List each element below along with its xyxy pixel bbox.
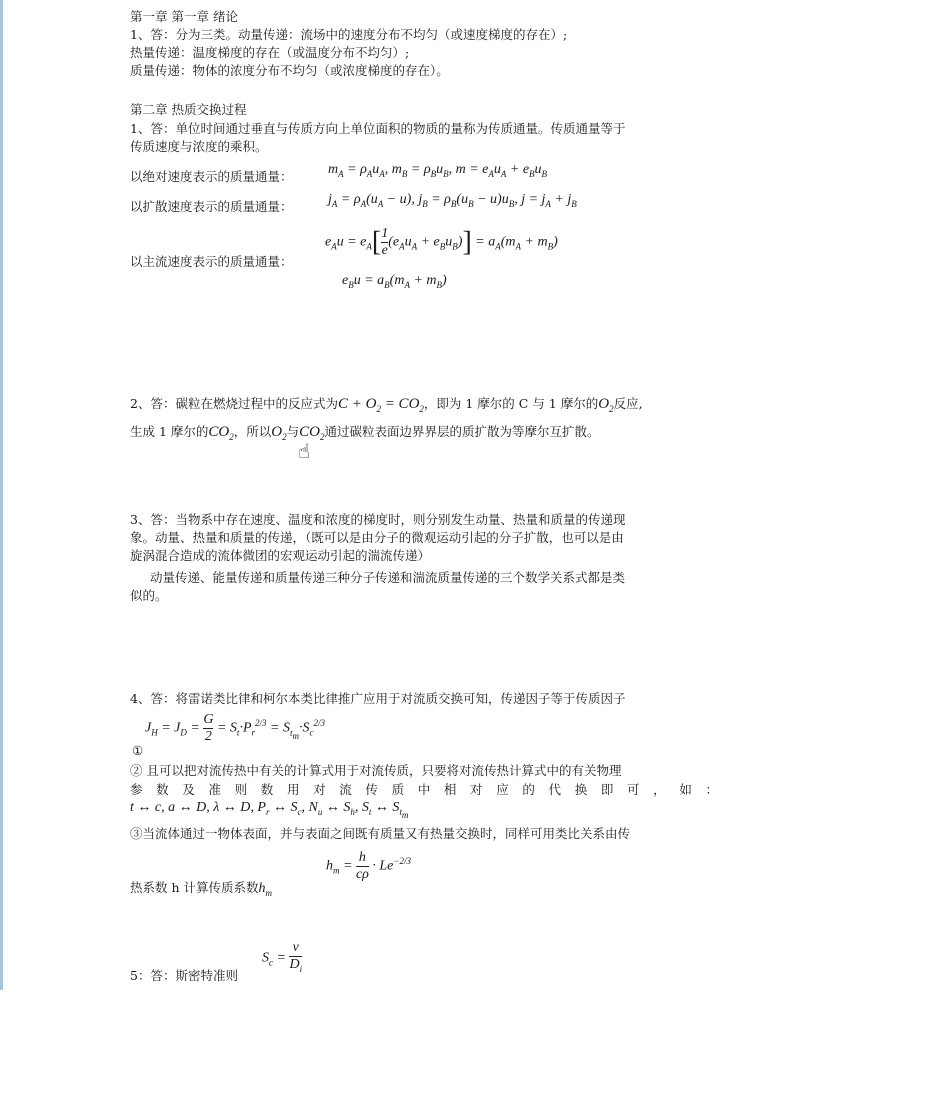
q4-circle-1: ①	[132, 743, 144, 758]
o2-symbol: $O_2$	[271, 424, 287, 442]
chapter2-title: 第二章 热质交换过程	[130, 102, 247, 117]
q3-text: 象。动量、热量和质量的传递，（既可以是由分子的微观运动引起的分子扩散，也可以是由	[130, 530, 624, 545]
q2-line1: 2、答：碳粒在燃烧过程中的反应式为$C + O_2 = CO_2$，即为 1 摩尔的 C 与 1 摩尔的$O_2$反应,	[130, 396, 643, 414]
co2-symbol: $CO_2$	[208, 424, 234, 442]
o2-symbol: $O_2$	[598, 396, 614, 414]
reaction-formula: $C + O_2 = CO_2$	[337, 396, 424, 414]
q1-text: 传质速度与浓度的乘积。	[130, 139, 268, 154]
q4-substitution-formula: t ↔ c, a ↔ D, λ ↔ D, $P_r$ ↔ $S_c$, $N_u$ ↔ $S_h$, $S_t$ ↔ $S_{t_m}$	[130, 800, 409, 820]
co2-symbol: $CO_2$	[299, 424, 325, 442]
abs-flux-label: 以绝对速度表示的质量通量：	[130, 169, 293, 184]
q5-formula: $S_c$ = $\frac{\nu}{D_i}$	[262, 940, 303, 974]
main-flux-formula-2: $e_Bu = a_B(m_A + m_B)$	[342, 273, 447, 290]
q4-text: ③当流体通过一物体表面，并与表面之间既有质量又有热量交换时，同样可用类比关系由传	[130, 826, 631, 841]
chapter1-line: 热量传递：温度梯度的存在（或温度分布不均匀）;	[130, 45, 410, 60]
q4-text: ② 且可以把对流传热中有关的计算式用于对流传质，只要将对流传热计算式中的有关物理	[130, 763, 622, 778]
q3-text: 似的。	[130, 588, 168, 603]
q4-hm-formula: $h_m$ = $\frac{h}{c\rho}$ · $Le^{-2/3}$	[326, 850, 411, 882]
q4-formula: $J_H = J_D$ = $\frac{G}{2}$ = $S_t\cdot P_r^{2/3} = S_{t_m}\cdot S_c^{2/3}$	[145, 712, 326, 744]
chapter1-line: 1、答：分为三类。动量传递：流场中的速度分布不均匀（或速度梯度的存在）;	[130, 27, 568, 42]
q3-text: 3、答：当物系中存在速度、温度和浓度的梯度时，则分别发生动量、热量和质量的传递现	[130, 512, 626, 527]
main-flux-label: 以主流速度表示的质量通量：	[130, 254, 293, 269]
q4-text: 4、答：将雷诺类比律和柯尔本类比律推广应用于对流质交换可知，传递因子等于传质因子	[130, 691, 626, 706]
q4-text: 参数及准则数用对流传质中相对应的代换即可，如：	[130, 782, 718, 797]
q5-label: 5：答：斯密特准则	[130, 968, 238, 983]
q2-line2: 生成 1 摩尔的$CO_2$，所以$O_2$与$CO_2$通过碳粒表面边界界层的质扩散为等摩尔互扩散。	[130, 424, 600, 442]
chapter1-line: 质量传递：物体的浓度分布不均匀（或浓度梯度的存在）。	[130, 63, 449, 78]
hm-symbol: $h_m$	[258, 881, 272, 898]
abs-flux-formula: $m_A = \rho_Au_A$, $m_B = \rho_Bu_B$, $m = e_Au_A + e_Bu_B$	[328, 162, 548, 179]
diff-flux-label: 以扩散速度表示的质量通量：	[130, 199, 293, 214]
hand-pointer-icon: ☝	[298, 439, 311, 463]
q4-text: 热系数 h 计算传质系数$h_m$	[130, 880, 272, 898]
diff-flux-formula: $j_A = \rho_A(u_A - u)$, $j_B = \rho_B(u_B - u)u_B$, $j = j_A + j_B$	[328, 192, 577, 209]
main-flux-formula-1: $e_Au = e_A$[ $\frac{1}{e}$ $(e_Au_A + e_Bu_B)] = a_A(m_A + m_B)$	[325, 226, 558, 258]
chapter1-title: 第一章 第一章 绪论	[130, 9, 238, 24]
q3-text: 动量传递、能量传递和质量传递三种分子传递和湍流质量传递的三个数学关系式都是类	[150, 570, 626, 585]
q3-text: 旋涡混合造成的流体微团的宏观运动引起的湍流传递）	[130, 548, 431, 563]
q1-text: 1、答：单位时间通过垂直与传质方向上单位面积的物质的量称为传质通量。传质通量等于	[130, 121, 626, 136]
